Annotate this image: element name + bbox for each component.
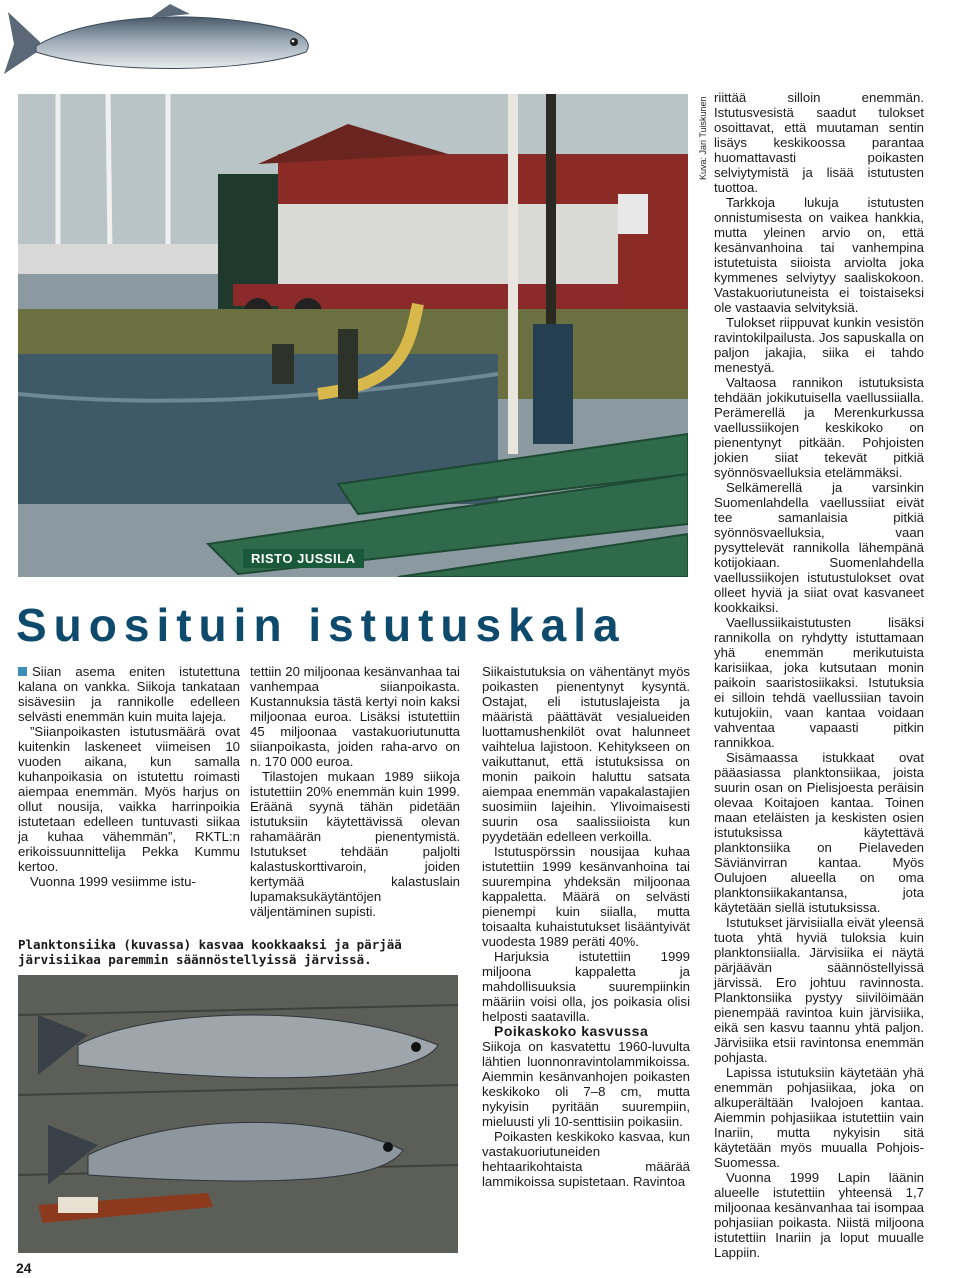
lead-paragraph: Siian asema eniten istutettuna kalana on vankka. Siikoja tankataan sisävesiin ja rannikolle edelleen selvästi enemmän kuin muita lajeja. bbox=[18, 664, 240, 724]
article-column-3 bbox=[482, 664, 690, 1189]
whitefish-illustration bbox=[0, 0, 320, 82]
body-paragraph: Tilastojen mukaan 1989 siikoja istutettiin 20% enemmän kuin 1999. Eräänä syynä tähän pidetään istutuksiin käytettävissä olevan rahamäärän pienentymistä. Istutukset tehdään paljolti kalastuskorttivaroin, joiden kertymää kalastuslain lupamaksukäytäntöjen väljentäminen supisti. bbox=[250, 769, 460, 919]
body-paragraph: Tarkkoja lukuja istutusten onnistumisesta on vaikea hankkia, mutta yleinen arvio on, että kesänvanhoina tai vanhempina istutetuista siioista arviolta joka kymmenes selviytyy saaliskokoon. Vastakuoriutuneista ei toistaiseksi ole vastaavia selvityksiä. bbox=[714, 195, 924, 315]
body-paragraph: Selkämerellä ja varsinkin Suomenlahdella vaellussiiat eivät tee samanlaisia pitkiä syönnösvaelluksia, vaan pysyttelevät rannikolla lähempänä kotijokiaan. Suomenlahdella vaellussiikojen istutustulokset ovat olleet hyviä ja siiat ovat kasvaneet kookkaiksi. bbox=[714, 480, 924, 615]
body-paragraph: Vuonna 1999 Lapin läänin alueelle istutettiin yhteensä 1,7 miljoonaa kesänvanhaa tai isompaa pohjasiian poikasta. Niistä miljoona istutettiin Inariin ja loput muualle Lappiin. bbox=[714, 1170, 924, 1260]
whitefish-photo bbox=[18, 975, 458, 1253]
section-subheading: Poikaskoko kasvussa bbox=[494, 1023, 649, 1039]
body-paragraph: Valtaosa rannikon istutuksista tehdään jokikutuisella vaellussiialla. Perämerellä ja Merenkurkussa vaellussiikojen keskikoko on pienentynyt pitkään. Pohjoisten jokien siiat tekevät pitkiä syönnösvaelluksia etelämmäksi. bbox=[714, 375, 924, 480]
body-paragraph: tettiin 20 miljoonaa kesänvanhaa tai vanhempaa siianpoikasta. Kustannuksia tästä kertyi noin kaksi miljoonaa euroa. Lisäksi istutettiin 45 miljoonaa vastakuoriutunutta siianpoikasta, joiden raha-arvo on n. 170 000 euroa. bbox=[250, 664, 460, 769]
body-paragraph: Vaellussiikaistutusten lisäksi rannikolla on ryhdytty istuttamaan yhä enemmän merikutuista karisiikaa, joka kutsutaan monin paikoin saaristosiikaksi. Istutuksia ei silloin tehdä vaellussiian tavoin kutujokiin, vaan kantaa voidaan vahventaa vapaasti pitkin rannikkoa. bbox=[714, 615, 924, 750]
page-title: Suosituin istutuskala bbox=[16, 599, 626, 651]
body-paragraph: Vuonna 1999 vesiimme istu- bbox=[30, 874, 196, 889]
body-paragraph: Lapissa istutuksiin käytetään yhä enemmän pohjasiikaa, joka on alkuperältään Ivalojoen kantaa. Aiemmin pohjasiikaa istutettiin vain Inariin, mutta nykyisin sitä käytetään myös muualla Pohjois-Suomessa. bbox=[714, 1065, 924, 1170]
article-column-2 bbox=[250, 664, 460, 919]
photo-credit: Kuva: Jari Tuiskunen bbox=[698, 96, 708, 180]
article-column-4 bbox=[714, 90, 924, 1260]
photo-caption: Planktonsiika (kuvassa) kasvaa kookkaaksi ja pärjää järvisiikaa paremmin säännöstellyissä järvissä. bbox=[18, 937, 402, 967]
body-paragraph: Istutukset järvisiialla eivät yleensä tuota yhtä hyviä tuloksia kuin planktonsiialla. Järvisiika ei näytä pärjäävän säännöstellyissä järvissä. Ero johtuu ravinnosta. Planktonsiika pystyy siivilöimään pienempää ravintoa kuin järvisiika, eikä sen kasvu taannu yhtä paljon. Järvisiika etsii ravintonsa enemmän pohjasta. bbox=[714, 915, 924, 1065]
body-paragraph: ”Siianpoikasten istutusmäärä ovat kuitenkin laskeneet viimeisen 10 vuoden aikana, kun samalla kuhanpoikasia on istutettu roimasti aiempaa enemmän. Myös harjus on ollut nousija, vaikka harrinpoikia istutetaan edelleen tuntuvasti siikaa ja kuhaa vähemmän”, RKTL:n erikoissuunnittelija Pekka Kummu kertoo. bbox=[18, 724, 240, 874]
body-paragraph: Siikaistutuksia on vähentänyt myös poikasten pienentynyt kysyntä. Ostajat, eli istutuslajeista ja määristä päättävät vesialueiden luottamushenkilöt ovat halunneet vaihtelua lajistoon. Kehitykseen on vaikuttanut, että istutuksissa on monin paikoin haluttu satsata aiempaa enemmän vapakalastajien suosimiin lajeihin. Ylivoimaisesti suurin osa saalissiioista kun pyydetään edelleen verkoilla. bbox=[482, 664, 690, 844]
body-paragraph: Harjuksia istutettiin 1999 miljoona kappaletta ja mahdollisuuksia suurempiinkin määriin voisi olla, jos poikasia olisi helposti saatavilla. bbox=[482, 949, 690, 1024]
fish-stocking-photo bbox=[18, 94, 688, 577]
body-paragraph: Poikasten keskikoko kasvaa, kun vastakuoriutuneiden hehtaarikohtaista määrää lammikoissa supistetaan. Ravintoa bbox=[482, 1129, 690, 1189]
page-number: 24 bbox=[16, 1260, 32, 1276]
body-paragraph: Tulokset riippuvat kunkin vesistön ravintokilpailusta. Jos sapuskalla on paljon jakajia, siika ei tahdo menestyä. bbox=[714, 315, 924, 375]
article-column-1 bbox=[18, 664, 240, 889]
photo-label: RISTO JUSSILA bbox=[243, 549, 364, 568]
body-paragraph: riittää silloin enemmän. Istutusvesistä saadut tulokset osoittavat, että muutaman sentin lisäys keskikoossa parantaa huomattavasti poikasten selviytymistä ja lisää istutusten tuottoa. bbox=[714, 90, 924, 195]
bullet-square-icon bbox=[18, 667, 27, 676]
body-paragraph: Istutuspörssin nousijaa kuhaa istutettiin 1999 kesänvanhoina tai suurempina yhdeksän miljoonaa kappaletta. Määrä on selvästi pienempi kuin siialla, mutta toisaalta kuhaistutukset lisääntyivät vuodesta 1989 peräti 40%. bbox=[482, 844, 690, 949]
body-paragraph: Siikoja on kasvatettu 1960-luvulta lähtien luonnonravintolammikoissa. Aiemmin kesänvanhojen poikasten keskikoko oli 7–8 cm, mutta nykyisin pyritään suurempiin, mieluusti yli 10-senttisiin poikasiin. bbox=[482, 1039, 690, 1129]
body-paragraph: Sisämaassa istukkaat ovat pääasiassa planktonsiikaa, joista suurin osan on Pielisjoesta peräisin olevaa Koitajoen kantaa. Toinen maan eteläisten ja keskisten osien istutuksissa käytettävä planktonsiika on Pielaveden Säviänvirran kantaa. Myös Oulujoen alueella on oma planktonsiikakantansa, jota käytetään siellä istutuksissa. bbox=[714, 750, 924, 915]
